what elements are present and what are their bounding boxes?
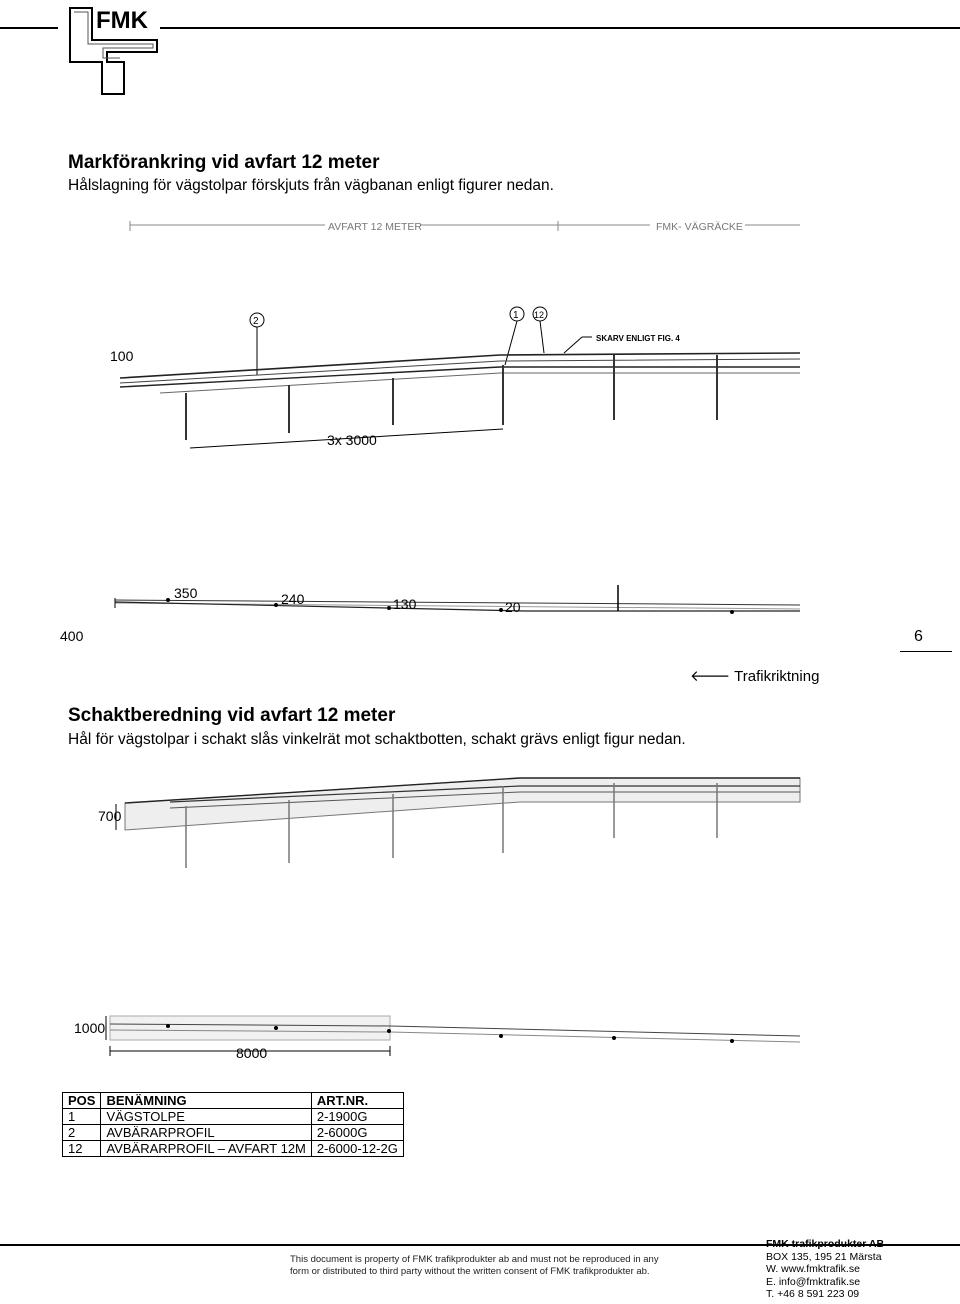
dim-240: 240: [281, 591, 305, 607]
cell-artnr: 2-6000-12-2G: [311, 1141, 403, 1157]
table-header-row: [63, 1093, 404, 1109]
balloon-12: 12: [534, 310, 545, 320]
section2-title: Schaktberedning vid avfart 12 meter: [68, 705, 396, 726]
cell-benamning: VÄGSTOLPE: [101, 1109, 311, 1125]
parts-table: [62, 1092, 404, 1157]
company-web: W. www.fmktrafik.se: [766, 1263, 860, 1275]
traffic-direction: 🡐 Trafikriktning: [690, 668, 820, 685]
col-header-pos: POS: [63, 1093, 101, 1109]
dim-350: 350: [174, 585, 198, 601]
footer-disclaimer: [290, 1254, 670, 1278]
label-avfart: AVFART 12 METER: [328, 221, 422, 233]
cell-pos: 12: [63, 1141, 101, 1157]
logo-text: FMK: [96, 7, 148, 34]
section1-title: Markförankring vid avfart 12 meter: [68, 152, 380, 173]
header-rule: [160, 27, 960, 29]
dim-20: 20: [505, 599, 521, 615]
section2-subtitle: Hål för vägstolpar i schakt slås vinkelrät mot schaktbotten, schakt grävs enligt figur nedan.: [68, 731, 686, 748]
dim-400: 400: [60, 628, 84, 644]
anchoring-drawing: [60, 215, 805, 644]
col-header-artnr: ART.NR.: [311, 1093, 403, 1109]
section1-subtitle: Hålslagning för vägstolpar förskjuts från vägbanan enligt figurer nedan.: [68, 177, 554, 194]
company-address: BOX 135, 195 21 Märsta: [766, 1250, 882, 1263]
header-rule-left: [0, 27, 58, 29]
table-row: [63, 1141, 404, 1157]
cell-benamning: AVBÄRARPROFIL: [101, 1125, 311, 1141]
dim-3x3000: 3x 3000: [327, 432, 377, 448]
fmk-logo: [62, 2, 157, 98]
page-number-rule: [900, 651, 952, 652]
dim-8000: 8000: [236, 1045, 268, 1061]
disclaimer-line-1: This document is property of FMK trafikprodukter ab and must not be reproduced in any: [290, 1254, 659, 1265]
label-vagracke: FMK- VÄGRÄCKE: [656, 221, 743, 233]
page-number: 6: [914, 628, 923, 645]
dim-130: 130: [393, 596, 417, 612]
dim-100: 100: [110, 348, 134, 364]
company-email: E. info@fmktrafik.se: [766, 1275, 861, 1288]
company-name: FMK trafikprodukter AB: [766, 1238, 885, 1250]
company-phone: T. +46 8 591 223 09: [766, 1288, 860, 1300]
balloon-1: 1: [513, 310, 519, 321]
dim-700: 700: [98, 808, 122, 824]
balloon-2: 2: [253, 316, 259, 327]
cell-artnr: 2-1900G: [311, 1109, 403, 1125]
trench-drawing: [60, 768, 805, 1058]
cell-benamning: AVBÄRARPROFIL – AVFART 12M: [101, 1141, 311, 1157]
label-skarv: SKARV ENLIGT FIG. 4: [596, 334, 680, 343]
dim-1000: 1000: [74, 1020, 106, 1036]
company-info: [766, 1238, 884, 1301]
cell-pos: 2: [63, 1125, 101, 1141]
table-row: [63, 1125, 404, 1141]
col-header-benamning: BENÄMNING: [101, 1093, 311, 1109]
cell-pos: 1: [63, 1109, 101, 1125]
cell-artnr: 2-6000G: [311, 1125, 403, 1141]
disclaimer-line-2: form or distributed to third party without the written consent of FMK trafikprodukter ab.: [290, 1266, 650, 1277]
table-row: [63, 1109, 404, 1125]
